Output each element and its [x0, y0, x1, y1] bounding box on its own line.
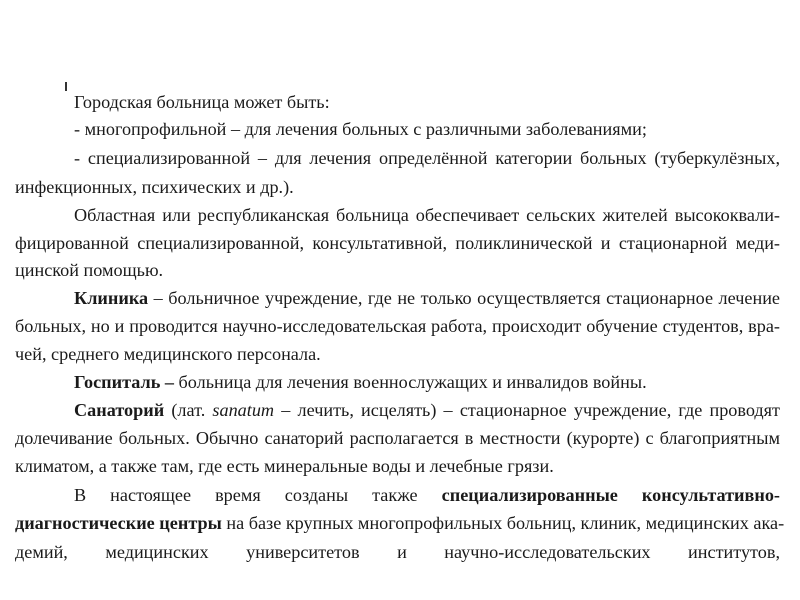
text-line: - специализированной – для лечения определённой категории больных (туберкулёзных,	[74, 148, 780, 168]
text-line: климатом, а также там, где есть минеральные воды и лечебные грязи.	[15, 456, 554, 476]
text-segment: – лечить, исцелять) – стационарное учреждение, где проводят	[281, 400, 781, 420]
term-klinika: Клиника	[74, 288, 149, 308]
term-centers-part2: диагностические центры	[15, 513, 222, 533]
text-line: Областная или республиканская больница обеспечивает сельских жителей высококвали-	[74, 205, 780, 225]
text-line-centers-cont	[15, 511, 785, 535]
text-line: фицированной специализированной, консультативной, поликлинической и стационарной меди-	[15, 233, 780, 253]
text-line: цинской помощью.	[15, 260, 164, 280]
text-segment: – больничное учреждение, где не только осуществляется стационарное лечение	[153, 288, 780, 308]
term-gospital: Госпиталь –	[74, 372, 174, 392]
text-line: демий, медицинских университетов и научно-исследовательских институтов,	[15, 542, 780, 562]
text-line: чей, среднего медицинского персонала.	[15, 344, 321, 364]
text-line-centers	[74, 483, 780, 507]
text-segment: (лат.	[171, 400, 206, 420]
text-line-sanatoriy	[74, 398, 780, 422]
text-line-klinika	[74, 286, 780, 310]
text-line: - многопрофильной – для лечения больных с различными заболеваниями;	[74, 119, 647, 139]
text-line: больных, но и проводится научно-исследовательская работа, происходит обучение студентов, вра-	[15, 316, 780, 336]
stray-mark	[65, 82, 67, 91]
term-sanatoriy: Санаторий	[74, 400, 165, 420]
text-segment: В настоящее время созданы также	[74, 485, 418, 505]
text-line: долечивание больных. Обычно санаторий располагается в местности (курорте) с благоприятным	[15, 428, 780, 448]
term-sanatum: sanatum	[212, 400, 275, 420]
text-segment: больница для лечения военнослужащих и инвалидов войны.	[178, 372, 647, 392]
text-segment: на базе крупных многопрофильных больниц, клиник, медицинских ака-	[226, 513, 785, 533]
term-centers-part1: специализированные консультативно-	[441, 485, 780, 505]
text-line: Городская больница может быть:	[74, 92, 330, 112]
text-line-gospital	[74, 370, 780, 394]
text-line: инфекционных, психических и др.).	[15, 177, 294, 197]
